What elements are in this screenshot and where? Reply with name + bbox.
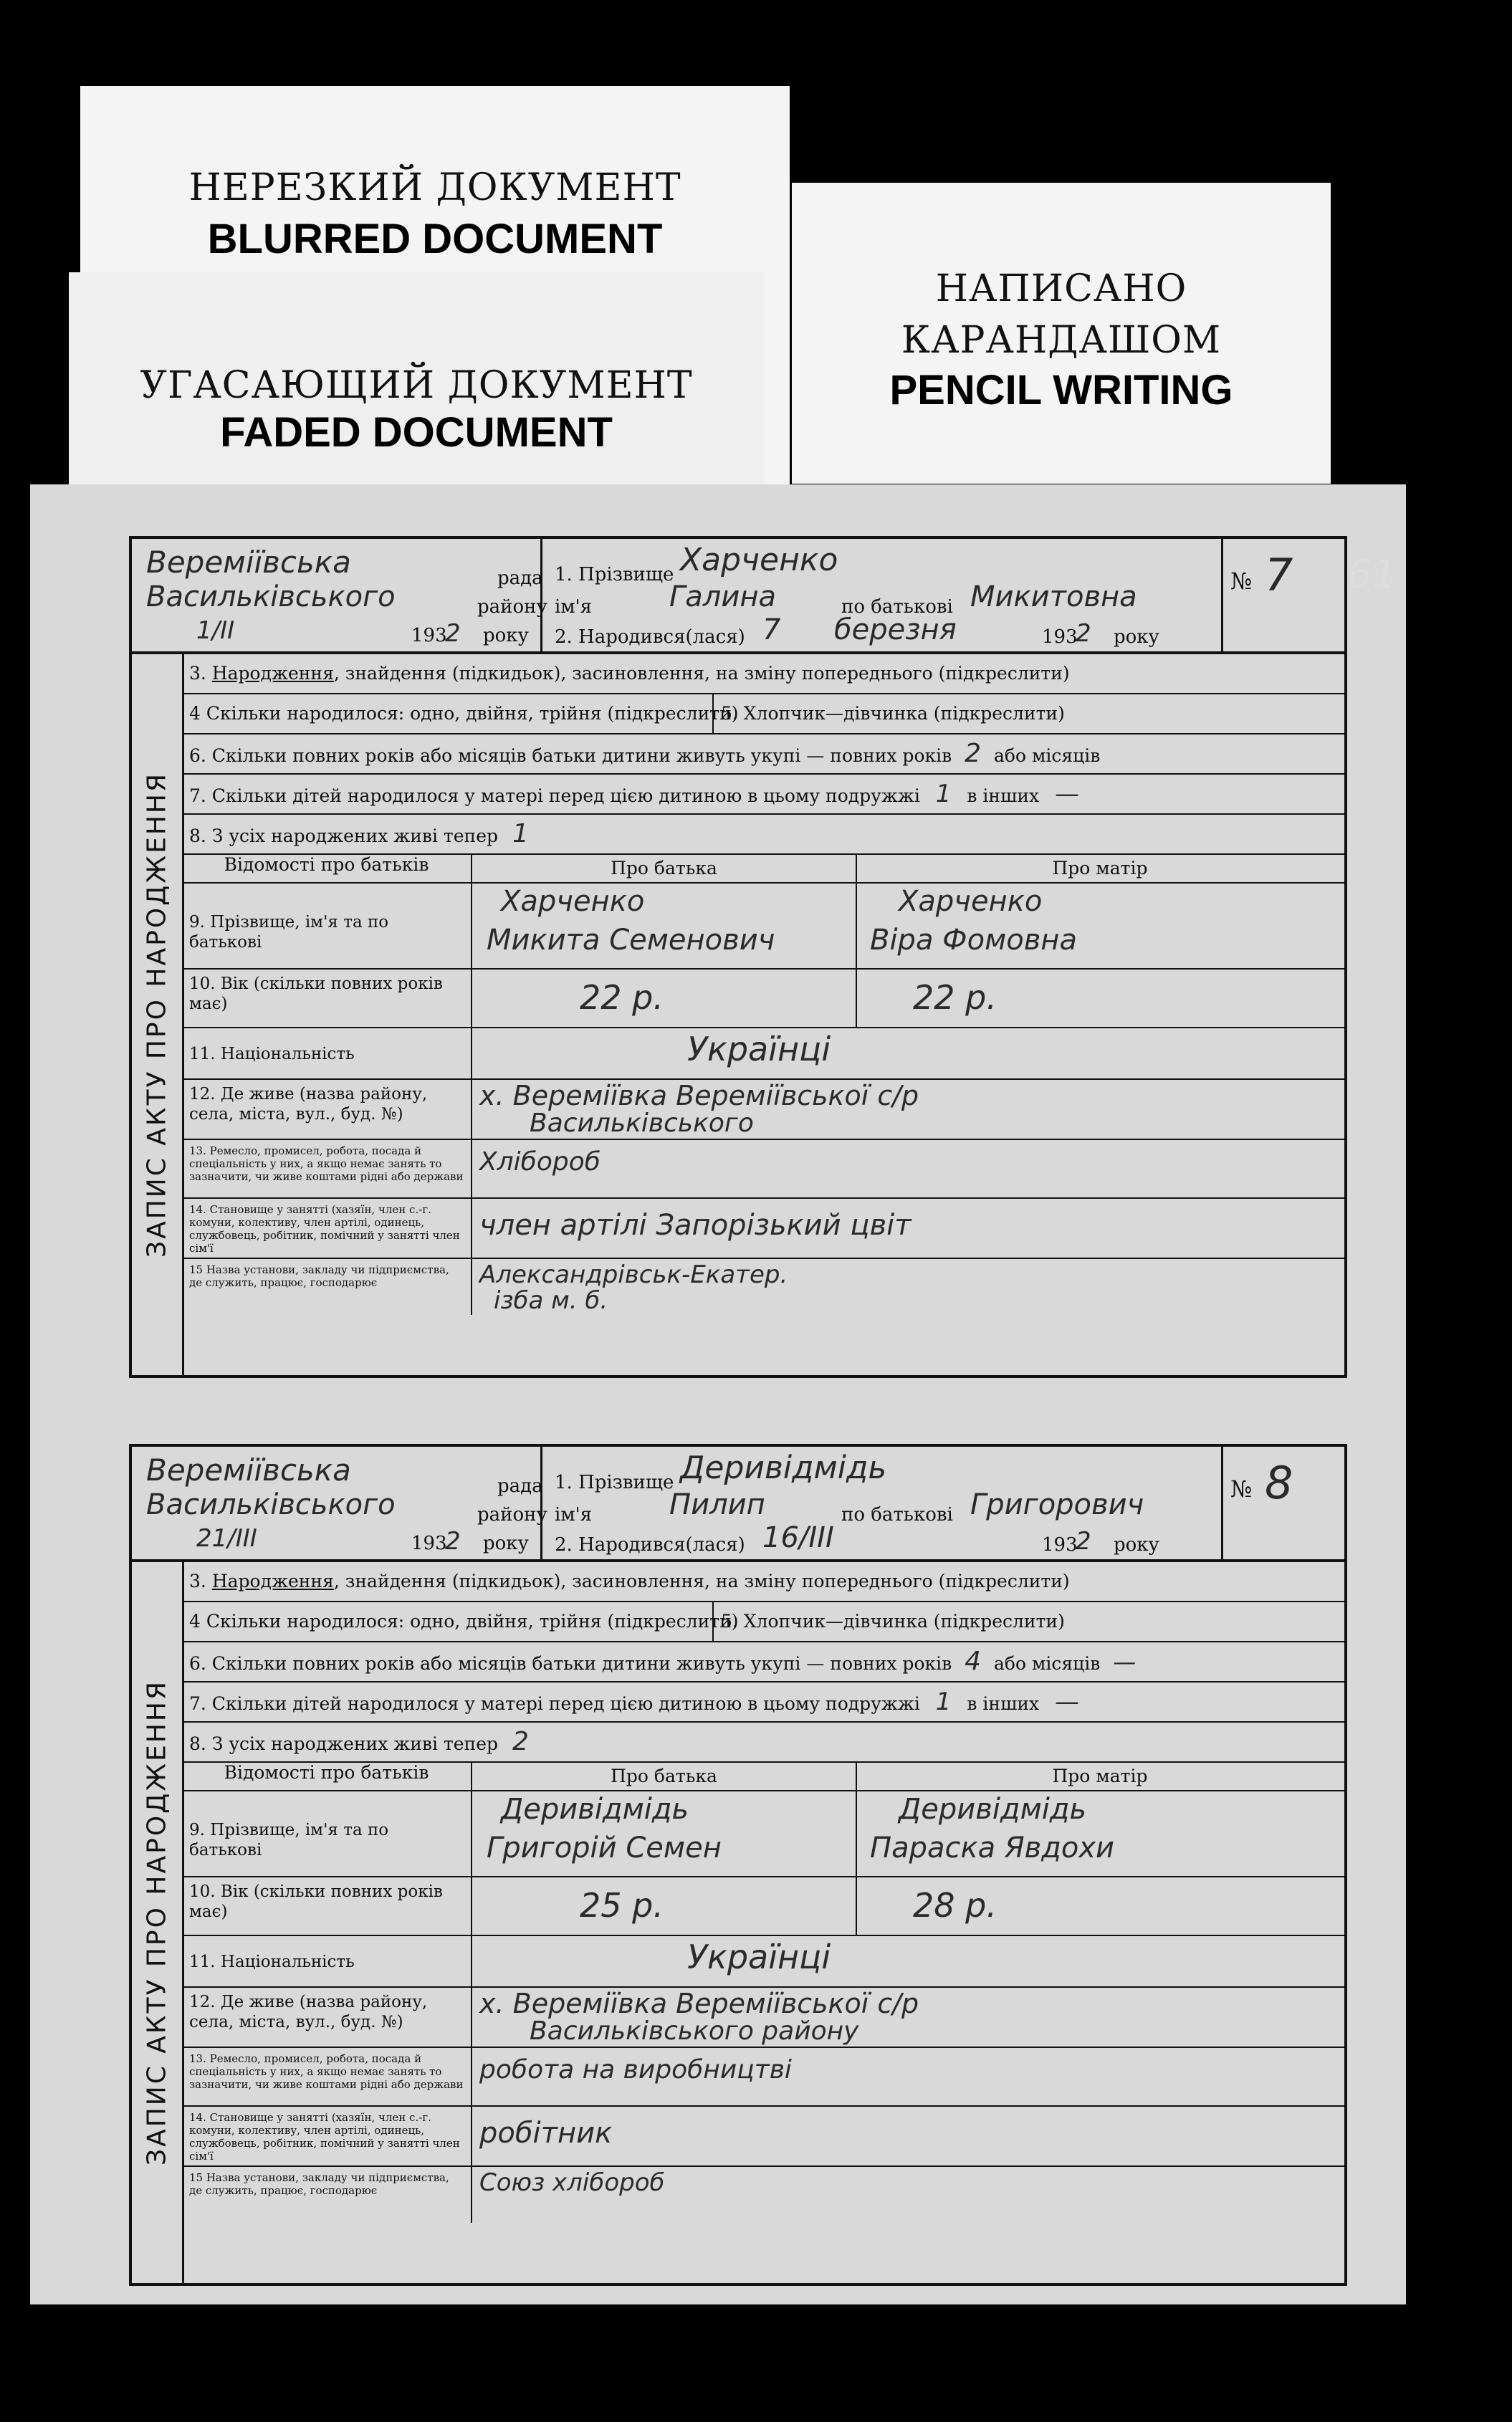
question-6: 6. Скільки повних років або місяців батьки дитини живуть укупі — повних років 4 або місяців — [182, 1642, 1344, 1683]
row-position: 14. Становище у занятті (хазяїн, член с.-г. комуни, колективу, член артілі, одинець, службовець, робітник, помічний у занятті член сім'ї робітник [182, 2107, 1344, 2167]
pencil-label-ua-1: НАПИСАНО [935, 267, 1187, 310]
workplace-line-1: Союз хлібороб [479, 2168, 665, 2197]
council-name: Вереміївська [146, 545, 351, 580]
children-other: — [1055, 780, 1080, 808]
record-number-block [1221, 1447, 1346, 1559]
question-8: 8. З усіх народжених живі тепер 1 [182, 815, 1344, 855]
side-title: ЗАПИС АКТУ ПРО НАРОДЖЕННЯ [132, 1562, 184, 2283]
rada-label: рада [497, 1475, 543, 1497]
workplace-line-2: ізба м. б. [494, 1286, 608, 1315]
roku-label: року [483, 1533, 529, 1554]
surname-label: 1. Прізвище [555, 1472, 674, 1493]
year-prefix: 193 [411, 1533, 447, 1554]
name-label: ім'я [555, 596, 593, 618]
mother-name: Параска Явдохи [870, 1832, 1115, 1865]
child-surname: Деривідмідь [680, 1450, 887, 1486]
side-title: ЗАПИС АКТУ ПРО НАРОДЖЕННЯ [132, 654, 184, 1375]
child-block [540, 539, 1257, 651]
birth-year: 2 [1076, 619, 1091, 648]
row-residence: 12. Де живе (назва району, села, міста, вул., буд. №) х. Вереміївка Вереміївської с/р Васильківського району [182, 1988, 1344, 2048]
row-position: 14. Становище у занятті (хазяїн, член с.-г. комуни, колективу, член артілі, одинець, службовець, робітник, помічний у занятті член сім'ї член артілі Запорізький цвіт [182, 1199, 1344, 1259]
position: робітник [479, 2117, 613, 2150]
row-workplace: 15 Назва установи, закладу чи підприємства, де служить, працює, господарює Александрівськ-Екатер. ізба м. б. [182, 1259, 1344, 1315]
row-names: 9. Прізвище, ім'я та по батькові Деривідмідь Григорій Семен Деривідмідь Параска Явдохи [182, 1791, 1344, 1877]
father-surname: Харченко [501, 885, 645, 918]
mother-surname: Деривідмідь [899, 1793, 1087, 1826]
record-number-block [1221, 539, 1346, 651]
record-number: 8 [1265, 1457, 1293, 1509]
question-3: 3. Народження, знайдення (підкидьок), засиновлення, на зміну попереднього (підкреслити) [182, 1562, 1344, 1602]
question-4-5: 4 Скільки народилося: одно, двійня, трійня (підкреслити) 5. Хлопчик—дівчинка (підкреслити) [182, 1602, 1344, 1642]
mother-age: 28 р. [913, 1886, 997, 1925]
row-nationality: 11. Національність Українці [182, 1936, 1344, 1988]
registration-date: 21/ІІІ [196, 1524, 257, 1553]
faded-label-ua: УГАСАЮЩИЙ ДОКУМЕНТ [140, 364, 693, 407]
question-rows [182, 1562, 1344, 2223]
child-name: Галина [669, 580, 777, 613]
row-nationality: 11. Національність Українці [182, 1028, 1344, 1080]
birth-year-prefix: 193 [1042, 626, 1078, 648]
alive-now: 2 [512, 1727, 529, 1756]
row-names: 9. Прізвище, ім'я та по батькові Харченко Микита Семенович Харченко Віра Фомовна [182, 884, 1344, 970]
number-label: № [1230, 568, 1253, 595]
alive-now: 1 [512, 819, 529, 848]
question-7: 7. Скільки дітей народилося у матері перед цією дитиною в цьому подружжі 1 в інших — [182, 1683, 1344, 1723]
mother-name: Віра Фомовна [870, 924, 1077, 957]
father-age: 25 р. [580, 1886, 664, 1925]
months-together: — [1113, 1648, 1137, 1675]
year-prefix: 193 [411, 625, 447, 646]
record-number: 7 [1265, 549, 1293, 601]
workplace-line-1: Александрівськ-Екатер. [479, 1260, 788, 1289]
child-name: Пилип [669, 1488, 765, 1521]
mother-age: 22 р. [913, 978, 997, 1017]
roku-label: року [483, 625, 529, 646]
child-patronymic: Микитовна [970, 580, 1137, 613]
blurred-label-ua: НЕРЕЗКИЙ ДОКУМЕНТ [188, 166, 681, 209]
children-before: 1 [935, 1688, 952, 1716]
children-before: 1 [935, 780, 952, 808]
birth-year: 2 [1076, 1527, 1091, 1556]
pencil-label-en: PENCIL WRITING [889, 367, 1233, 413]
question-8: 8. З усіх народжених живі тепер 2 [182, 1723, 1344, 1763]
residence-line-2: Васильківського району [530, 2016, 859, 2046]
question-5: 5. Хлопчик—дівчинка (підкреслити) [712, 1602, 1065, 1641]
child-surname: Харченко [680, 542, 838, 578]
father-age: 22 р. [580, 978, 664, 1017]
record-header [129, 1444, 1347, 1562]
registration-year: 2 [445, 1527, 461, 1556]
father-name: Григорій Семен [487, 1832, 722, 1865]
question-7: 7. Скільки дітей народилося у матері перед цією дитиною в цьому подружжі 1 в інших — [182, 775, 1344, 815]
district-name: Васильківського [146, 1488, 396, 1521]
parents-table [182, 855, 1344, 1315]
rayonu-label: району [477, 596, 547, 618]
row-occupation: 13. Ремесло, промисел, робота, посада й спеціальність у них, а якщо немає занять то зазначити, чи живе коштами рідні або держави робота на виробництві [182, 2048, 1344, 2107]
patronymic-label: по батькові [841, 596, 953, 618]
row-age: 10. Вік (скільки повних років має) 22 р. 22 р. [182, 970, 1344, 1028]
question-3: 3. Народження, знайдення (підкидьок), засиновлення, на зміну попереднього (підкреслити) [182, 654, 1344, 694]
district-name: Васильківського [146, 580, 396, 613]
mother-surname: Харченко [899, 885, 1043, 918]
registration-year: 2 [445, 619, 461, 648]
parents-table-header: Відомості про батьків Про батька Про матір [182, 855, 1344, 884]
row-occupation: 13. Ремесло, промисел, робота, посада й спеціальність у них, а якщо немає занять то зазначити, чи живе коштами рідні або держави Хлібороб [182, 1140, 1344, 1199]
record-body [129, 654, 1347, 1378]
question-6: 6. Скільки повних років або місяців батьки дитини живуть укупі — повних років 2 або місяців [182, 734, 1344, 775]
residence-line-2: Васильківського [530, 1109, 754, 1138]
registration-date: 1/ІІ [196, 616, 235, 645]
row-workplace: 15 Назва установи, закладу чи підприємства, де служить, працює, господарює Союз хлібороб [182, 2167, 1344, 2223]
birth-year-prefix: 193 [1042, 1534, 1078, 1556]
number-label: № [1230, 1475, 1253, 1503]
birth-roku-label: року [1114, 1534, 1159, 1556]
question-rows [182, 654, 1344, 1315]
pencil-label-ua-2: КАРАНДАШОМ [901, 319, 1222, 362]
rayonu-label: району [477, 1504, 547, 1526]
birth-roku-label: року [1114, 626, 1159, 648]
birth-month: березня [834, 613, 957, 646]
birth-label: 2. Народився(лася) [555, 626, 745, 648]
years-together: 4 [965, 1647, 982, 1676]
surname-label: 1. Прізвище [555, 564, 674, 585]
occupation: робота на виробництві [479, 2055, 792, 2084]
residence-line-1: х. Вереміївка Вереміївської с/р [479, 1988, 919, 2019]
parents-table [182, 1763, 1344, 2223]
faded-document-card [69, 272, 764, 494]
row-age: 10. Вік (скільки повних років має) 25 р. 28 р. [182, 1877, 1344, 1936]
patronymic-label: по батькові [841, 1504, 953, 1526]
question-4-5: 4 Скільки народилося: одно, двійня, трійня (підкреслити) 5. Хлопчик—дівчинка (підкреслити) [182, 694, 1344, 734]
child-block [540, 1447, 1257, 1559]
residence-line-1: х. Вереміївка Вереміївської с/р [479, 1080, 919, 1111]
birth-day: 16/ІІІ [762, 1521, 834, 1554]
record-header [129, 536, 1347, 654]
nationality: Українці [687, 1938, 831, 1976]
birth-record [129, 1444, 1347, 2286]
row-residence: 12. Де живе (назва району, села, міста, вул., буд. №) х. Вереміївка Вереміївської с/р Васильківського [182, 1080, 1344, 1140]
name-label: ім'я [555, 1504, 593, 1526]
pencil-writing-card [792, 183, 1331, 484]
rada-label: рада [497, 568, 543, 589]
record-body [129, 1562, 1347, 2286]
council-block [132, 539, 547, 651]
nationality: Українці [687, 1030, 831, 1068]
child-patronymic: Григорович [970, 1488, 1144, 1521]
position: член артілі Запорізький цвіт [479, 1209, 911, 1242]
birth-label: 2. Народився(лася) [555, 1534, 745, 1556]
faded-label-en: FADED DOCUMENT [220, 409, 613, 456]
page-number: 61 [1347, 552, 1397, 597]
question-5: 5. Хлопчик—дівчинка (підкреслити) [712, 694, 1065, 733]
parents-table-header: Відомості про батьків Про батька Про матір [182, 1763, 1344, 1791]
blurred-label-en: BLURRED DOCUMENT [207, 216, 663, 262]
years-together: 2 [965, 739, 982, 768]
council-block [132, 1447, 547, 1559]
council-name: Вереміївська [146, 1452, 351, 1488]
birth-day: 7 [762, 613, 781, 646]
occupation: Хлібороб [479, 1147, 601, 1177]
father-name: Микита Семенович [487, 924, 775, 957]
birth-record [129, 536, 1347, 1378]
father-surname: Деривідмідь [501, 1793, 689, 1826]
children-other: — [1055, 1688, 1080, 1716]
